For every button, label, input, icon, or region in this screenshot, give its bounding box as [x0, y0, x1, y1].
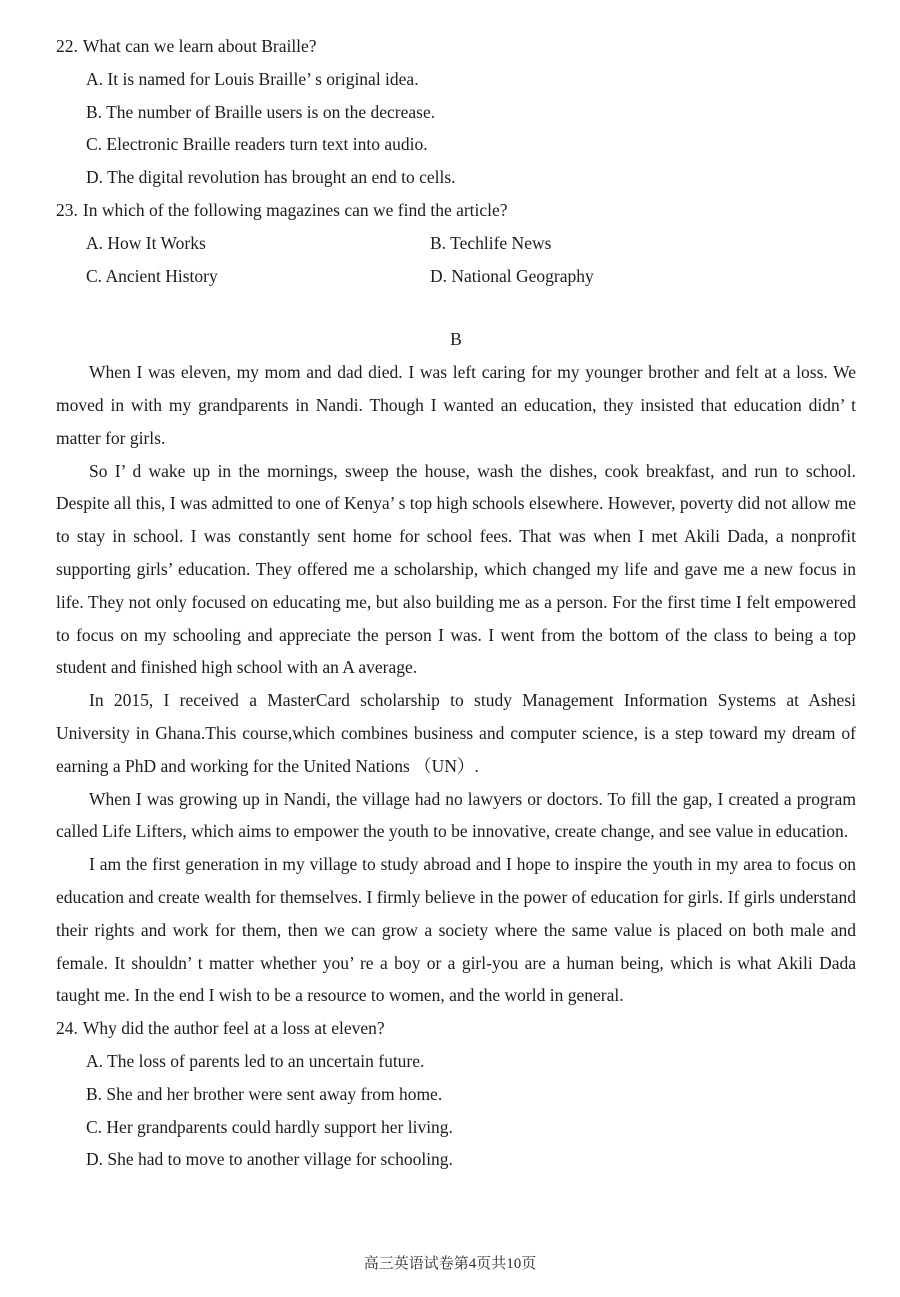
question-24-option-c: C. Her grandparents could hardly support her living.: [86, 1116, 453, 1137]
question-24-option-a: A. The loss of parents led to an uncertain future.: [86, 1050, 425, 1071]
question-22-option-b: B. The number of Braille users is on the decrease.: [86, 101, 436, 122]
question-23-option-a: A. How It Works: [86, 232, 206, 253]
question-22: [56, 30, 856, 194]
section-label: B: [450, 329, 462, 350]
question-22-option-c: C. Electronic Braille readers turn text into audio.: [86, 134, 428, 155]
question-23-text: In which of the following magazines can we find the article?: [82, 199, 508, 220]
passage-paragraph-1: When I was eleven, my mom and dad died. I was left caring for my younger brother and felt at a loss. We moved in with my grandparents in Nandi. Though I wanted an education, they insisted that education didn’ t matter for girls.: [56, 362, 856, 448]
question-22-option-a: A. It is named for Louis Braille’ s original idea.: [86, 68, 419, 89]
question-23-stem: [56, 194, 856, 227]
question-23-option-b: B. Techlife News: [430, 232, 552, 253]
page-footer: 高三英语试卷第4页共10页: [363, 1256, 537, 1273]
question-24-option-d: D. She had to move to another village for schooling.: [86, 1149, 453, 1170]
question-24-text: Why did the author feel at a loss at eleven?: [82, 1018, 385, 1039]
question-22-stem: [56, 30, 856, 63]
reading-passage: [56, 356, 856, 1012]
question-24-number: 24.: [56, 1018, 78, 1039]
question-23-option-c: C. Ancient History: [86, 265, 218, 286]
question-23-number: 23.: [56, 199, 78, 220]
question-23-options-row-1: [56, 227, 856, 260]
passage-paragraph-4: When I was growing up in Nandi, the village had no lawyers or doctors. To fill the gap, I created a program called Life Lifters, which aims to empower the youth to be innovative, create change, and see value in education.: [56, 788, 856, 842]
question-22-number: 22.: [56, 36, 78, 56]
question-24-stem: [56, 1012, 856, 1045]
question-22-option-d: D. The digital revolution has brought an end to cells.: [86, 167, 456, 188]
question-23-options-row-2: [56, 260, 856, 293]
passage-paragraph-2: So I’ d wake up in the mornings, sweep the house, wash the dishes, cook breakfast, and run to school. Despite all this, I was admitted to one of Kenya’ s top high schools elsewhere. However, poverty did not allow me to stay in school. I was constantly sent home for school fees. That was when I met Akili Dada, a nonprofit supporting girls’ education. They offered me a scholarship, which changed my life and gave me a new focus in life. They not only focused on educating me, but also building me as a person. For the first time I felt empowered to focus on my schooling and appreciate the person I was. I went from the bottom of the class to being a top student and finished high school with an A average.: [56, 460, 856, 678]
question-22-text: What can we learn about Braille?: [82, 36, 317, 56]
passage-paragraph-3: In 2015, I received a MasterCard scholarship to study Management Information Systems at Ashesi University in Ghana.This course,which combines business and computer science, is a step toward my dream of earning a PhD and working for the United Nations （UN）.: [56, 690, 856, 776]
question-24-option-b: B. She and her brother were sent away from home.: [86, 1083, 443, 1104]
question-23: [56, 194, 856, 292]
question-24: [56, 1012, 856, 1176]
question-23-option-d: D. National Geography: [430, 265, 594, 286]
passage-paragraph-5: I am the first generation in my village to study abroad and I hope to inspire the youth in my area to focus on education and create wealth for themselves. I firmly believe in the power of education for girls. If girls understand their rights and work for them, then we can grow a society where the same value is placed on both male and female. It shouldn’ t matter whether you’ re a boy or a girl-you are a human being, which is what Akili Dada taught me. In the end I wish to be a resource to women, and the world in general.: [56, 854, 856, 1006]
